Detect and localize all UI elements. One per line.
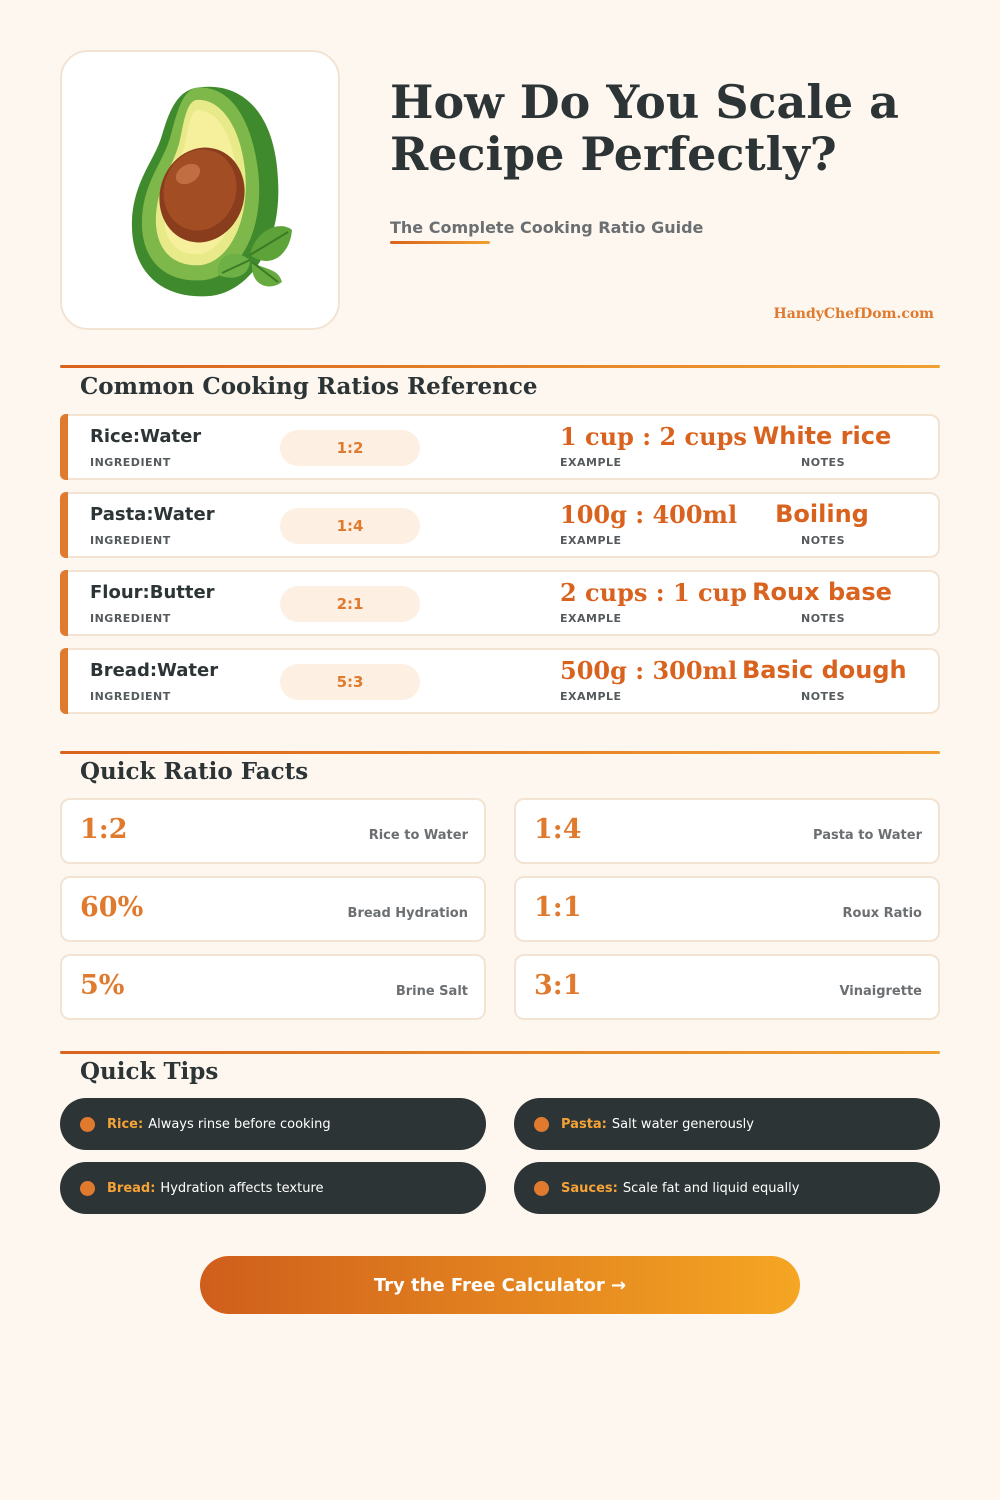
fact-card (60, 876, 486, 942)
tip-text: Scale fat and liquid equally (622, 1180, 800, 1196)
section-divider (60, 365, 940, 368)
row-accent-bar (60, 414, 68, 480)
ratio-badge: 5:3 (280, 664, 420, 700)
fact-value: 60% (80, 892, 144, 923)
ingredient-name: Rice:Water (90, 426, 202, 447)
example-value: 500g : 300ml (560, 656, 738, 685)
fact-value: 1:4 (534, 814, 582, 845)
fact-card (514, 954, 940, 1020)
ingredient-label: INGREDIENT (90, 456, 171, 469)
section-divider (60, 1051, 940, 1054)
tip-card (514, 1098, 940, 1150)
fact-value: 5% (80, 970, 125, 1001)
ratio-row (60, 570, 940, 636)
note-value: Boiling (775, 500, 869, 528)
tip-card (60, 1162, 486, 1214)
fact-card (514, 876, 940, 942)
fact-label: Vinaigrette (839, 984, 922, 999)
notes-label: NOTES (801, 534, 845, 547)
ingredient-name: Flour:Butter (90, 582, 215, 603)
fact-card (60, 798, 486, 864)
ingredient-label: INGREDIENT (90, 612, 171, 625)
fact-card (60, 954, 486, 1020)
avocado-icon (100, 70, 300, 310)
example-value: 100g : 400ml (560, 500, 738, 529)
fact-value: 3:1 (534, 970, 582, 1001)
note-value: Roux base (752, 578, 892, 606)
tip-key: Rice: (107, 1116, 144, 1132)
note-value: Basic dough (742, 656, 907, 684)
tip-text: Always rinse before cooking (148, 1116, 331, 1132)
ratio-badge: 2:1 (280, 586, 420, 622)
ingredient-name: Bread:Water (90, 660, 219, 681)
facts-section-title: Quick Ratio Facts (80, 758, 309, 785)
tip-key: Bread: (107, 1180, 156, 1196)
bullet-dot-icon (80, 1181, 95, 1196)
fact-label: Roux Ratio (842, 906, 922, 921)
example-label: EXAMPLE (560, 612, 622, 625)
row-accent-bar (60, 492, 68, 558)
tip-text: Salt water generously (611, 1116, 754, 1132)
section-divider (60, 751, 940, 754)
ingredient-label: INGREDIENT (90, 534, 171, 547)
notes-label: NOTES (801, 456, 845, 469)
tip-key: Pasta: (561, 1116, 607, 1132)
example-label: EXAMPLE (560, 690, 622, 703)
ingredient-label: INGREDIENT (90, 690, 171, 703)
ratio-badge: 1:2 (280, 430, 420, 466)
ingredient-name: Pasta:Water (90, 504, 215, 525)
notes-label: NOTES (801, 612, 845, 625)
tip-key: Sauces: (561, 1180, 618, 1196)
fact-label: Brine Salt (395, 984, 468, 999)
page-subtitle: The Complete Cooking Ratio Guide (390, 218, 704, 237)
tips-section-title: Quick Tips (80, 1058, 219, 1085)
tip-card (60, 1098, 486, 1150)
example-value: 2 cups : 1 cup (560, 578, 747, 607)
row-accent-bar (60, 648, 68, 714)
page-title: How Do You Scale a Recipe Perfectly? (390, 75, 899, 181)
ratio-row (60, 492, 940, 558)
fact-label: Bread Hydration (347, 906, 468, 921)
fact-value: 1:1 (534, 892, 582, 923)
subtitle-underline (390, 241, 490, 244)
ratio-badge: 1:4 (280, 508, 420, 544)
ratio-row (60, 648, 940, 714)
tip-text: Hydration affects texture (160, 1180, 324, 1196)
fact-label: Rice to Water (368, 828, 468, 843)
fact-card (514, 798, 940, 864)
fact-label: Pasta to Water (813, 828, 922, 843)
row-accent-bar (60, 570, 68, 636)
brand-link[interactable]: HandyChefDom.com (773, 306, 934, 322)
bullet-dot-icon (534, 1181, 549, 1196)
example-label: EXAMPLE (560, 456, 622, 469)
note-value: White rice (752, 422, 892, 450)
header (60, 50, 940, 330)
bullet-dot-icon (80, 1117, 95, 1132)
ratios-section-title: Common Cooking Ratios Reference (80, 373, 538, 400)
logo-card (60, 50, 340, 330)
bullet-dot-icon (534, 1117, 549, 1132)
example-label: EXAMPLE (560, 534, 622, 547)
fact-value: 1:2 (80, 814, 128, 845)
calculator-cta-button[interactable]: Try the Free Calculator → (200, 1256, 800, 1314)
tip-card (514, 1162, 940, 1214)
example-value: 1 cup : 2 cups (560, 422, 747, 451)
ratio-row (60, 414, 940, 480)
notes-label: NOTES (801, 690, 845, 703)
